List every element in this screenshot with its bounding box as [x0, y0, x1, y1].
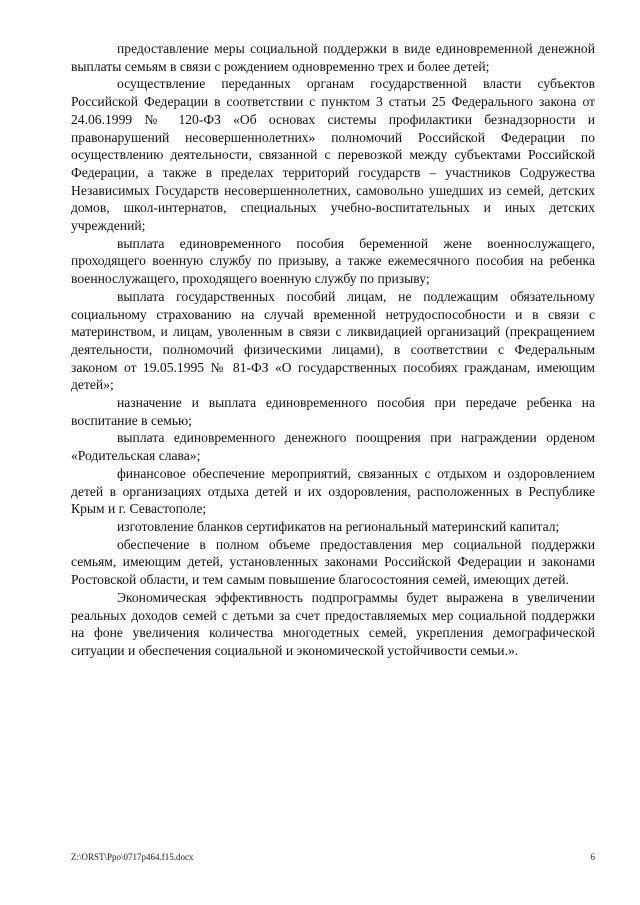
footer-page-number: 6 [590, 852, 595, 862]
paragraph-military-wife-allowance: выплата единовременного пособия беременной жене военнослужащего, проходящего военную службу по призыву, а также ежемесячного пособия на ребенка военнослужащего, проходящего военную службу по призыву; [71, 235, 595, 287]
paragraph-foster-allowance: назначение и выплата единовременного пособия при передаче ребенка на воспитание в семью; [71, 395, 595, 428]
paragraph-minors-transport: осуществление переданных органам государственной власти субъектов Российской Федерации в соответствии с пунктом 3 статьи 25 Федерального закона от 24.06.1999 № 120-ФЗ «Об основах системы профилактики безнадзорности и правонарушений несовершеннолетних» полномочий Российской Федерации по осуществлению деятельности, связанной с перевозкой между субъектами Российской Федерации, а также в пределах территорий государств – участников Содружества Независимых Государств несовершеннолетних, самовольно ушедших из семей, детских домов, школ-интернатов, специальных учебно-воспитательных и иных детских учреждений; [71, 76, 595, 234]
paragraph-full-support: обеспечение в полном объеме предоставления мер социальной поддержки семьям, имеющим детей, установленных законами Российской Федерации и законами Ростовской области, и тем самым повышение благосостояния семей, имеющих детей. [71, 536, 595, 588]
paragraph-economic-efficiency: Экономическая эффективность подпрограммы будет выражена в увеличении реальных доходов семей с детьми за счет предоставляемых мер социальной поддержки на фоне увеличения количества многодетных семей, укрепления демографической ситуации и обеспечения социальной и экономической устойчивости семьи.». [71, 589, 595, 658]
paragraph-crimea-recreation: финансовое обеспечение мероприятий, связанных с отдыхом и оздоровлением детей в организациях отдыха детей и их оздоровления, расположенных в Республике Крым и г. Севастополе; [71, 465, 595, 517]
paragraph-state-allowances: выплата государственных пособий лицам, не подлежащим обязательному социальному страхованию на случай временной нетрудоспособности и в связи с материнством, и лицам, уволенным в связи с ликвидацией организаций (прекращением деятельности, полномочий физическими лицами), в соответствии с Федеральным законом от 19.05.1995 № 81-ФЗ «О государственных пособиях гражданам, имеющим детей»; [71, 288, 595, 393]
footer-file-path: Z:\ORST\Ppo\0717p464.f15.docx [71, 852, 194, 862]
paragraph-parental-glory-order: выплата единовременного денежного поощрения при награждении орденом «Родительская слава»; [71, 430, 595, 464]
document-body [71, 40, 595, 660]
paragraph-certificate-forms: изготовление бланков сертификатов на региональный материнский капитал; [117, 518, 560, 534]
paragraph-triplets-payment: предоставление меры социальной поддержки в виде единовременной денежной выплаты семьям в связи с рождением одновременно трех и более детей; [71, 41, 595, 74]
